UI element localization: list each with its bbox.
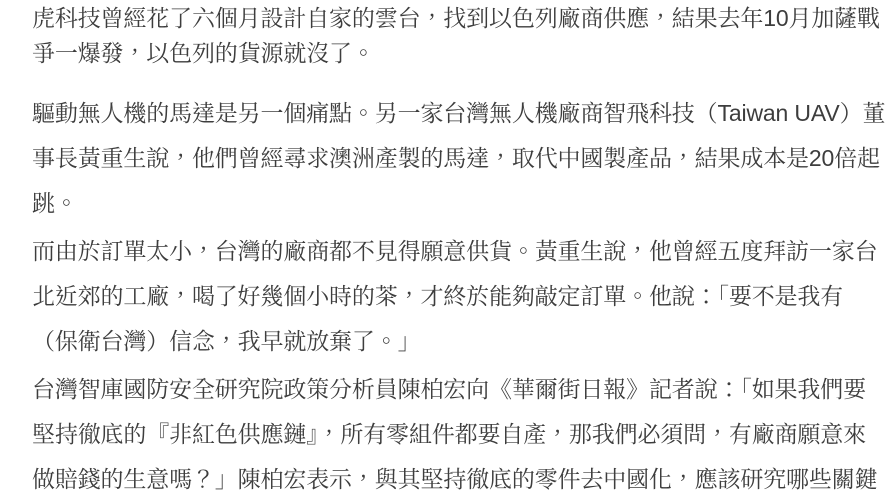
text-line: （保衛台灣）信念，我早就放棄了。」 xyxy=(32,328,421,354)
text-line: 堅持徹底的『非紅色供應鏈』，所有零組件都要自產，那我們必須問，有廠商願意來 xyxy=(32,421,866,447)
article-paragraph xyxy=(32,1,882,71)
text-line: 爭一爆發，以色列的貨源就沒了。 xyxy=(32,40,375,66)
text-line: 北近郊的工廠，喝了好幾個小時的茶，才終於能夠敲定訂單。他說：「要不是我有 xyxy=(32,283,844,309)
text-line: 而由於訂單太小，台灣的廠商都不見得願意供貨。黃重生說，他曾經五度拜訪一家台 xyxy=(32,238,878,264)
text-line: 台灣智庫國防安全研究院政策分析員陳柏宏向《華爾街日報》記者說：「如果我們要 xyxy=(32,376,866,402)
text-line: 跳。 xyxy=(32,190,78,216)
text-line: 事長黃重生說，他們曾經尋求澳洲產製的馬達，取代中國製產品，結果成本是20倍起 xyxy=(32,145,880,171)
text-line: 虎科技曾經花了六個月設計自家的雲台，找到以色列廠商供應，結果去年10月加薩戰 xyxy=(32,5,880,31)
article-paragraph xyxy=(32,91,886,226)
article-paragraph xyxy=(32,229,882,364)
article-paragraph xyxy=(32,367,882,502)
text-line: 做賠錢的生意嗎？」陳柏宏表示，與其堅持徹底的零件去中國化，應該研究哪些關鍵 xyxy=(32,466,878,492)
text-line: 驅動無人機的馬達是另一個痛點。另一家台灣無人機廠商智飛科技（Taiwan UAV）董 xyxy=(32,100,886,126)
